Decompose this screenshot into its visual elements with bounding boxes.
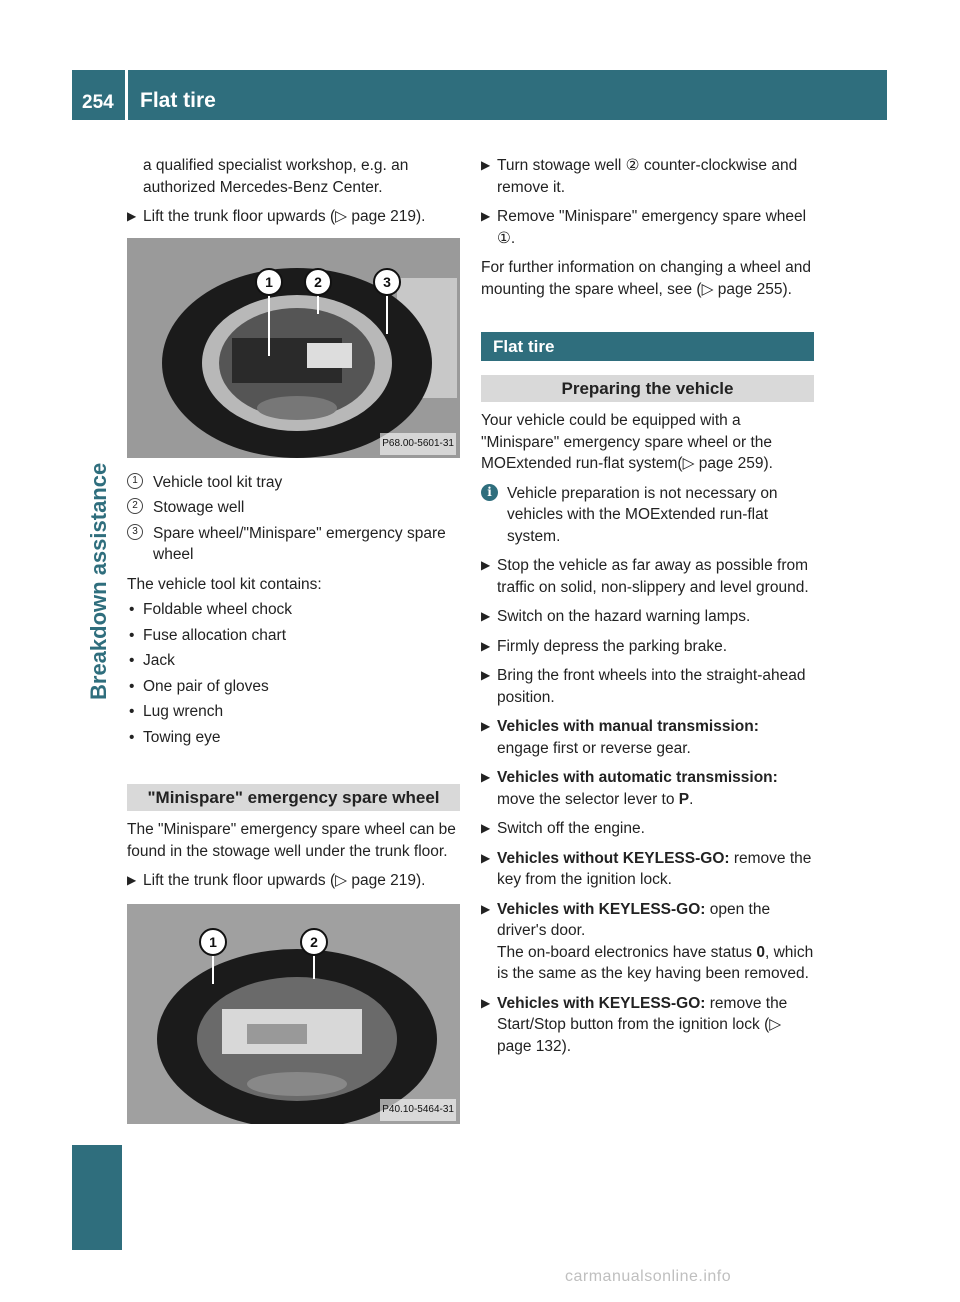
watermark-text: carmanualsonline.info (565, 1268, 732, 1285)
step-automatic-transmission: ▶ Vehicles with automatic transmission: move the selector lever to P. (481, 769, 778, 808)
page-number: 254 (82, 92, 114, 113)
equip-text: Your vehicle could be equipped with a "Minispare" emergency spare wheel or the MOExtended run-flat system(▷ page 259). (481, 412, 773, 472)
step-arrow-icon: ▶ (127, 209, 137, 223)
step-arrow-icon: ▶ (481, 770, 491, 784)
step-text: Lift the trunk floor upwards (▷ page 219). (143, 208, 426, 225)
chapter-label: Breakdown assistance (86, 462, 111, 700)
step-arrow-icon: ▶ (481, 850, 491, 865)
kit-intro: The vehicle tool kit contains: (127, 575, 322, 593)
legend-item: 3 Spare wheel/"Minispare" emergency spare wheel (127, 523, 460, 566)
step-lift-trunk-floor-2 (127, 870, 460, 892)
kit-item: • Lug wrench (129, 703, 224, 720)
step-arrow-icon: ▶ (481, 901, 491, 916)
callout-2: 2 (304, 268, 332, 296)
page-title: Flat tire (140, 89, 216, 112)
step-with-keyless-go-door: ▶ Vehicles with KEYLESS-GO: open the driver's door. The on-board electronics have status 0, which is the same as the key having been removed. (481, 900, 814, 982)
photo-minispare (127, 904, 460, 1124)
chapter-tab-block (72, 1145, 122, 1250)
kit-item: • Fuse allocation chart (129, 626, 287, 644)
section-heading-minispare: "Minispare" emergency spare wheel (127, 784, 460, 811)
step-front-wheels: ▶ Bring the front wheels into the straight-ahead position. (481, 667, 806, 706)
subsection-heading-preparing: Preparing the vehicle (481, 375, 814, 402)
step-lift-trunk-floor (127, 206, 460, 228)
kit-item: • Towing eye (129, 728, 221, 746)
photo-code: P68.00-5601-31 (380, 433, 456, 455)
legend-item: 2 Stowage well (127, 497, 460, 519)
step-switch-off-engine: ▶ Switch off the engine. (481, 818, 814, 840)
step-without-keyless-go: ▶ Vehicles without KEYLESS-GO: remove the key from the ignition lock. (481, 849, 812, 888)
callout-1: 1 (255, 268, 283, 296)
step-arrow-icon: ▶ (481, 719, 491, 733)
step-parking-brake: ▶ Firmly depress the parking brake. (481, 636, 814, 658)
callout-2: 2 (300, 928, 328, 956)
intro-line: a qualified specialist workshop, e.g. an authorized Mercedes-Benz Center. (143, 157, 409, 196)
legend-item: 1 Vehicle tool kit tray (127, 472, 460, 494)
left-column (127, 155, 460, 1138)
further-info: For further information on changing a wheel and mounting the spare wheel, see (▷ page 255). (481, 259, 812, 298)
info-icon: i (481, 484, 498, 501)
step-manual-transmission: ▶ Vehicles with manual transmission: engage first or reverse gear. (481, 718, 759, 757)
step-arrow-icon: ▶ (481, 158, 491, 172)
step-text: Lift the trunk floor upwards (▷ page 219). (143, 872, 426, 889)
step-turn-stowage-well: ▶ Turn stowage well ② counter-clockwise and remove it. (481, 157, 798, 196)
callout-3: 3 (373, 268, 401, 296)
photo-tool-kit (127, 238, 460, 458)
callout-1: 1 (199, 928, 227, 956)
step-arrow-icon: ▶ (481, 558, 491, 572)
spare-wheel-photo-2 (127, 904, 460, 1124)
step-arrow-icon: ▶ (481, 638, 491, 653)
step-hazard-lamps: ▶ Switch on the hazard warning lamps. (481, 606, 814, 628)
step-arrow-icon: ▶ (481, 821, 491, 835)
kit-item: • Jack (129, 652, 175, 669)
step-arrow-icon: ▶ (481, 609, 491, 623)
section-text: The "Minispare" emergency spare wheel can be found in the stowage well under the trunk floor. (127, 821, 456, 860)
step-stop-vehicle: ▶ Stop the vehicle as far away as possible from traffic on solid, non-slippery and level ground. (481, 557, 809, 596)
spare-wheel-photo-1 (127, 238, 460, 458)
right-column (481, 155, 814, 1065)
step-with-keyless-go-button: ▶ Vehicles with KEYLESS-GO: remove the Start/Stop button from the ignition lock (▷ page 132). (481, 994, 788, 1055)
step-arrow-icon: ▶ (481, 995, 491, 1010)
step-arrow-icon: ▶ (481, 209, 491, 223)
section-heading-flat-tire: Flat tire (481, 332, 814, 361)
kit-item: • One pair of gloves (129, 677, 269, 695)
header-divider (125, 70, 128, 120)
photo-code: P40.10-5464-31 (380, 1099, 456, 1121)
step-arrow-icon: ▶ (127, 873, 137, 887)
step-arrow-icon: ▶ (481, 668, 491, 682)
kit-item: • Foldable wheel chock (129, 601, 293, 618)
info-note: i Vehicle preparation is not necessary on vehicles with the MOExtended run-flat system. (481, 483, 814, 548)
step-remove-spare: ▶ Remove "Minispare" emergency spare wheel ①. (481, 208, 807, 247)
